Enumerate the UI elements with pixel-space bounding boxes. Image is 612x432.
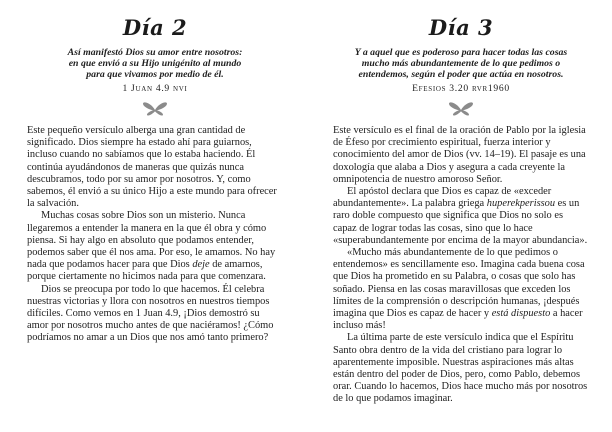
body-paragraph: «Mucho más abundantemente de lo que pedimos o entendemos» es sencillamente eso. Imagina cada buena cosa que Dios ha prometido en su Palabra, o cosas que solo has soñado. Piensa en las cosas maravillosas que exceden los límites de la comprensión o descripción humanas, ¡después imagina que Dios es capaz de hacer y está dispuesto a hacer incluso más!	[333, 247, 585, 332]
scripture-reference: 1 Juan 4.9 nvi	[122, 83, 188, 94]
page-title: Día 3	[428, 15, 494, 40]
scripture-quote	[33, 47, 277, 80]
scripture-reference: Efesios 3.20 rvr1960	[412, 83, 510, 94]
quote-line: Y a aquel que es poderoso para hacer todas las cosas	[354, 47, 568, 58]
quote-line: en que envió a su Hijo unigénito al mundo	[68, 58, 242, 69]
butterfly-icon	[27, 101, 283, 118]
body-paragraph: Muchas cosas sobre Dios son un misterio. Nunca llegaremos a entender la manera en la que él obra y cómo piensa. Si hay algo en absoluto que podamos entender, podemos saber que él nos ama. Por eso, le amamos. No hay nada que podamos hacer para que Dios deje de amarnos, porque ciertamente no hicimos nada para que comenzara.	[27, 210, 276, 283]
scripture-quote	[339, 47, 583, 80]
body-paragraph: Este versículo es el final de la oración de Pablo por la iglesia de Éfeso por crecimiento espiritual, fuerza interior y conocimiento del amor de Dios (vv. 14–19). El pasaje es una doxología que alaba a Dios y asegura a cada creyente la omnipotencia de nuestro amoroso Señor.	[333, 125, 586, 185]
quote-line: mucho más abundantemente de lo que pedimos o	[361, 58, 561, 69]
body-paragraph: La última parte de este versículo indica que el Espíritu Santo obra dentro de la vida del cristiano para lograr lo aparentemente imposible. Nuestras aspiraciones más altas están dentro del poder de Dios, pero, como Pablo, debemos orar. Cuando lo hacemos, Dios hace mucho más por nosotros de lo que podamos imaginar.	[333, 332, 588, 405]
quote-line: entendemos, según el poder que actúa en nosotros.	[358, 69, 564, 80]
body-paragraph: El apóstol declara que Dios es capaz de «exceder abundantemente». La palabra griega huperekperissou es un raro doble compuesto que significa que Dios no solo es capaz de lograr todas las cosas, sino que lo hace «superabundantemente por encima de la mayor abundancia».	[333, 186, 588, 246]
butterfly-icon	[333, 101, 589, 118]
page-right	[306, 0, 612, 432]
quote-line: Así manifestó Dios su amor entre nosotros:	[67, 47, 243, 58]
page-title: Día 2	[122, 15, 188, 40]
body-paragraph: Dios se preocupa por todo lo que hacemos. Él celebra nuestras victorias y llora con nosotros en nuestros tiempos difíciles. Como vemos en 1 Juan 4.9, ¡Dios demostró su amor por nosotros mucho antes de que naciéramos! ¿Cómo podríamos no amar a un Dios que nos amó tanto primero?	[27, 283, 274, 344]
body-paragraph: Este pequeño versículo alberga una gran cantidad de significado. Dios siempre ha estado ahí para guiarnos, incluso cuando no sabíamos que lo estaba haciendo. Él continúa ayudándonos de maneras que quizás nunca descubramos, todo por su amor por nosotros. Y, como sabemos, él envió a su único Hijo a este mundo para ofrecer la salvación.	[27, 125, 277, 210]
devotional-body	[27, 125, 283, 345]
quote-line: para que vivamos por medio de él.	[86, 69, 224, 80]
devotional-body	[333, 125, 589, 406]
